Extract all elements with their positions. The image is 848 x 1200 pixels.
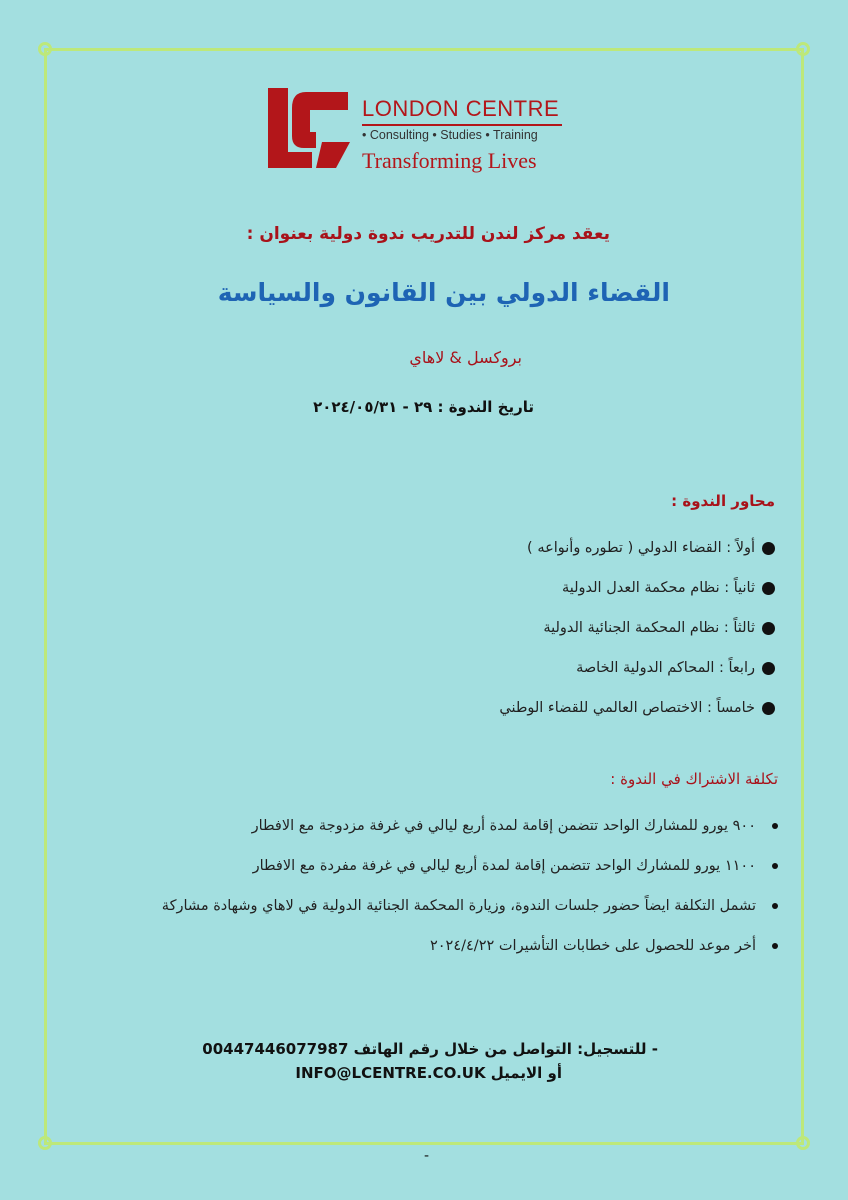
axes-heading: محاور الندوة :	[671, 492, 775, 510]
axes-list	[499, 528, 775, 728]
list-item	[499, 688, 775, 728]
seminar-date: تاريخ الندوة : ٢٩ - ٢٠٢٤/٠٥/٣١	[313, 398, 534, 416]
frame-corner-ornament	[796, 1136, 810, 1150]
logo-name: LONDON CENTRE	[362, 96, 560, 121]
axis-text: خامساً : الاختصاص العالمي للقضاء الوطني	[499, 700, 755, 716]
frame-corner-ornament	[38, 42, 52, 56]
frame-bottom-border	[44, 1142, 804, 1145]
cost-text: تشمل التكلفة ايضاً حضور جلسات الندوة، وزيارة المحكمة الجنائية الدولية في لاهاي وشهادة مشاركة	[161, 898, 756, 914]
list-item	[499, 568, 775, 608]
bullet-icon	[762, 542, 775, 555]
axis-text: أولاً : القضاء الدولي ( تطوره وأنواعه )	[527, 540, 755, 556]
logo-slogan: Transforming Lives	[362, 148, 537, 173]
axis-text: ثانياً : نظام محكمة العدل الدولية	[561, 580, 755, 596]
footer-mark: -	[424, 1148, 430, 1164]
axis-text: ثالثاً : نظام المحكمة الجنائية الدولية	[543, 620, 755, 636]
cost-text: ٩٠٠ يورو للمشارك الواحد تتضمن إقامة لمدة أربع ليالي في غرفة مزدوجة مع الافطار	[251, 818, 756, 834]
seminar-title: القضاء الدولي بين القانون والسياسة	[217, 278, 670, 307]
list-item	[499, 608, 775, 648]
bullet-icon	[762, 702, 775, 715]
frame-top-border	[44, 48, 804, 51]
frame-right-border	[801, 48, 804, 1145]
london-centre-logo	[266, 86, 576, 176]
list-item	[162, 926, 778, 966]
bullet-icon	[772, 823, 778, 829]
bullet-icon	[762, 662, 775, 675]
list-item	[499, 648, 775, 688]
bullet-icon	[772, 903, 778, 909]
frame-left-border	[44, 48, 47, 1145]
list-item	[162, 886, 778, 926]
bullet-icon	[762, 582, 775, 595]
lc-logo-icon	[266, 86, 352, 172]
registration-email: أو الايميل INFO@LCENTRE.CO.UK	[295, 1064, 562, 1082]
registration-phone: - للتسجيل: التواصل من خلال رقم الهاتف 00447446077987	[202, 1040, 658, 1058]
bullet-icon	[762, 622, 775, 635]
cost-list	[162, 806, 778, 966]
logo-divider	[362, 124, 562, 126]
intro-line: يعقد مركز لندن للتدريب ندوة دولية بعنوان :	[246, 224, 610, 244]
cost-heading: تكلفة الاشتراك في الندوة :	[610, 770, 778, 788]
frame-corner-ornament	[796, 42, 810, 56]
list-item	[499, 528, 775, 568]
list-item	[162, 846, 778, 886]
cost-text: أخر موعد للحصول على خطابات التأشيرات ٢٠٢٤/٤/٢٢	[429, 938, 756, 954]
frame-corner-ornament	[38, 1136, 52, 1150]
logo-tagline: • Consulting • Studies • Training	[362, 128, 538, 142]
list-item	[162, 806, 778, 846]
axis-text: رابعاً : المحاكم الدولية الخاصة	[576, 660, 755, 676]
seminar-cities: بروكسل & لاهاي	[409, 348, 522, 367]
cost-text: ١١٠٠ يورو للمشارك الواحد تتضمن إقامة لمدة أربع ليالي في غرفة مفردة مع الافطار	[252, 858, 756, 874]
bullet-icon	[772, 943, 778, 949]
bullet-icon	[772, 863, 778, 869]
